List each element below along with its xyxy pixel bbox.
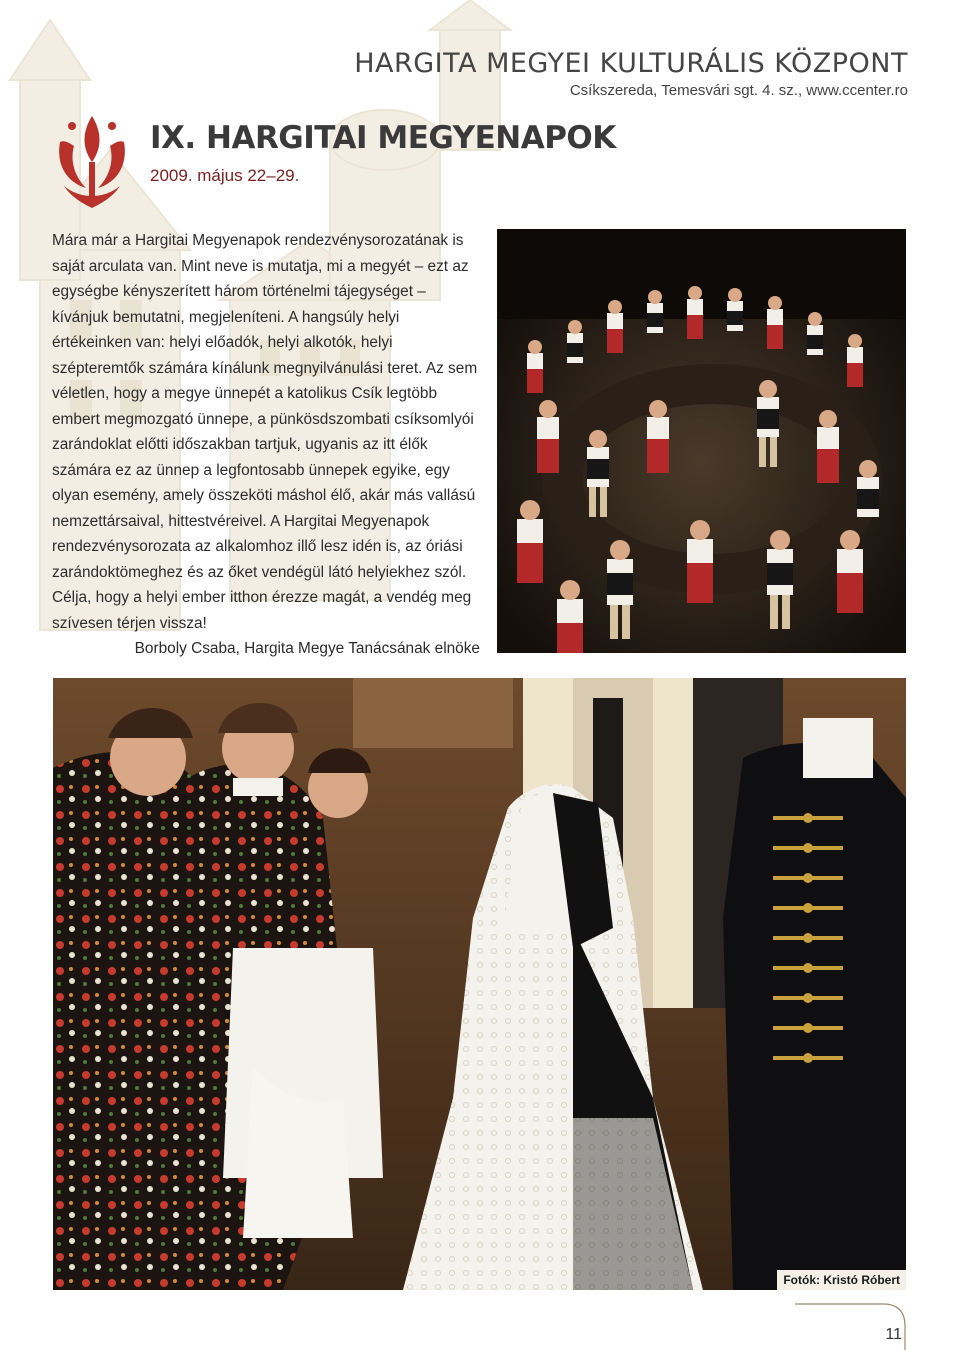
- folk-costumes-illustration: [53, 678, 906, 1290]
- article-signature: Borboly Csaba, Hargita Megye Tanácsának elnöke: [134, 640, 480, 657]
- page-number: 11: [885, 1326, 902, 1343]
- event-title: IX. HARGITAI MEGYENAPOK: [150, 120, 616, 156]
- organization-name: HARGITA MEGYEI KULTURÁLIS KÖZPONT: [354, 48, 908, 79]
- event-date: 2009. május 22–29.: [150, 166, 300, 185]
- hargita-tulip-logo-icon: [52, 112, 132, 212]
- photo-folk-costumes: [53, 678, 906, 1290]
- organization-address: Csíkszereda, Temesvári sgt. 4. sz., www.ccenter.ro: [569, 82, 908, 99]
- photo-credit: Fotók: Kristó Róbert: [777, 1270, 906, 1290]
- article-paragraph: Mára már a Hargitai Megyenapok rendezvénysorozatának is saját arculata van. Mint neve is mutatja, mi a megyét – ezt az egységbe kényszerített három történelmi tájegységet – kívánjuk bemutatni, megjeleníteni. A hangsúly helyi értékeinken van: helyi előadók, helyi alkotók, helyi szépteremtők számára kínálunk megnyilvánulási teret. Az sem véletlen, hogy a megye ünnepét a katolikus Csík legtöbb embert megmozgató ünnepe, a pünkösdszombati csíksomlyói zarándoklat előtti időszakban tartjuk, ugyanis az itt élők számára ez az ünnep a legfontosabb ünnepek egyike, egy olyan esemény, amely összeköti máshol élő, akár más vallású nemzettársaival, hittestvéreivel. A Hargitai Megyenapok rendezvénysorozata az alkalomhoz illő lesz idén is, az óriási zarándoktömeghez és az őket vendégül látó helyiekhez szól. Célja, hogy a helyi ember itthon érezze magát, a vendég meg szívesen térjen vissza!: [52, 232, 478, 632]
- photo-folk-dancers: [497, 229, 906, 653]
- folk-dancers-illustration: [497, 229, 906, 653]
- article-body: [52, 228, 480, 662]
